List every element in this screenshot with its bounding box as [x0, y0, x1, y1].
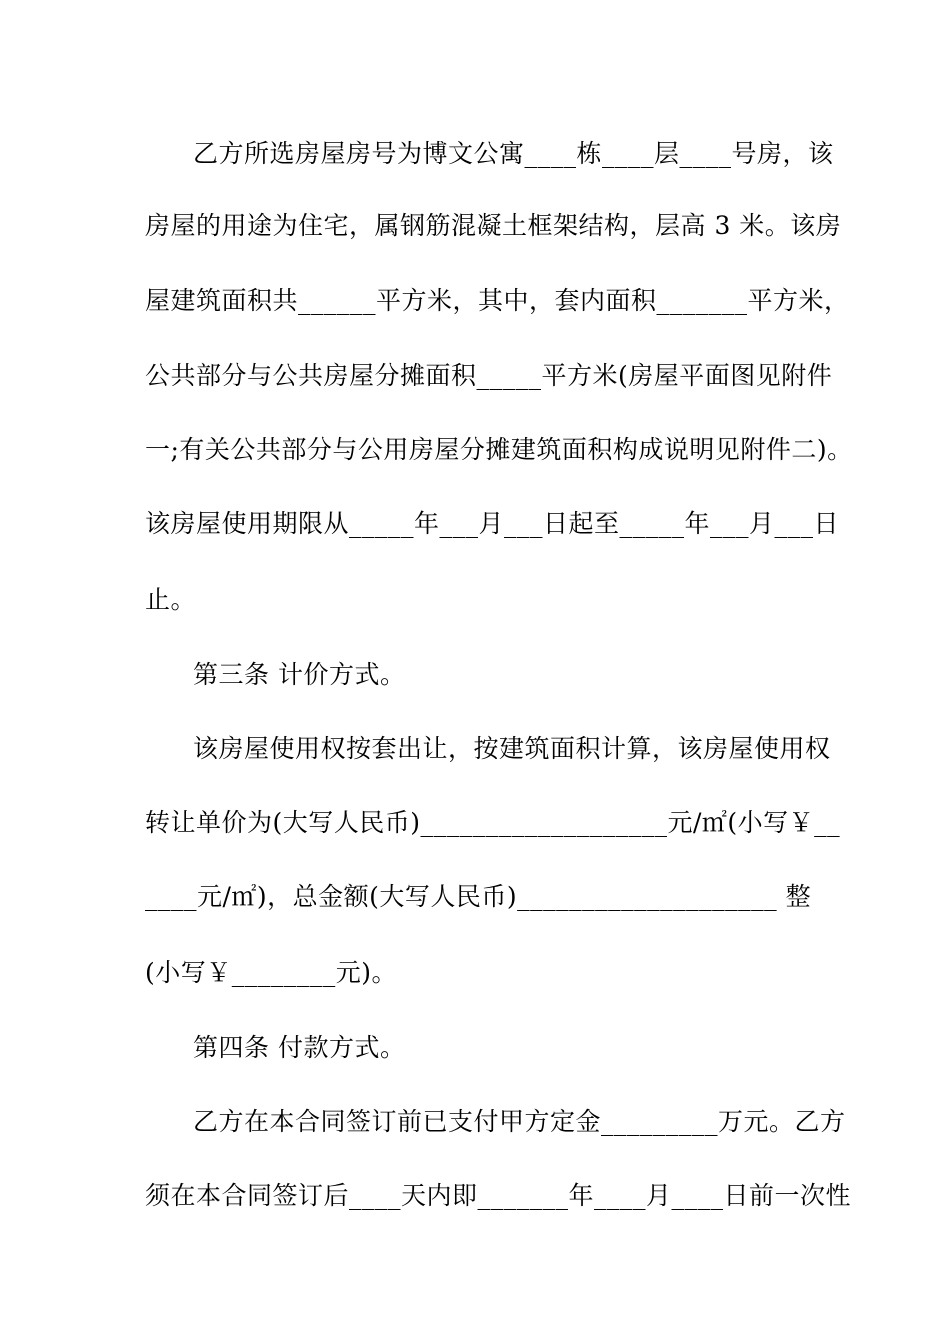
paragraph-line: 转让单价为(大写人民币)___________________元/㎡(小写￥__: [145, 808, 841, 837]
paragraph-line: 乙方在本合同签订前已支付甲方定金_________万元。乙方: [193, 1107, 846, 1136]
paragraph-line: 房屋的用途为住宅，属钢筋混凝土框架结构，层高 3 米。该房: [145, 211, 842, 240]
paragraph-line: (小写￥________元)。: [145, 958, 398, 987]
paragraph-line: 屋建筑面积共______平方米，其中，套内面积_______平方米，: [145, 286, 850, 315]
paragraph-line: 一;有关公共部分与公用房屋分摊建筑面积构成说明见附件二)。: [145, 435, 853, 464]
paragraph-line: 该房屋使用权按套出让，按建筑面积计算，该房屋使用权: [193, 734, 831, 763]
section-heading: 第三条 计价方式。: [193, 660, 406, 689]
paragraph-line: 公共部分与公共房屋分摊面积_____平方米(房屋平面图见附件: [145, 361, 833, 390]
paragraph-line: ____元/㎡)，总金额(大写人民币)____________________ 整: [145, 882, 812, 911]
paragraph-line: 须在本合同签订后____天内即_______年____月____日前一次性: [145, 1181, 852, 1210]
section-heading: 第四条 付款方式。: [193, 1033, 406, 1062]
paragraph-line: 该房屋使用期限从_____年___月___日起至_____年___月___日: [145, 509, 840, 538]
paragraph-line: 止。: [145, 585, 197, 614]
paragraph-line: 乙方所选房屋房号为博文公寓____栋____层____号房，该: [193, 139, 834, 168]
